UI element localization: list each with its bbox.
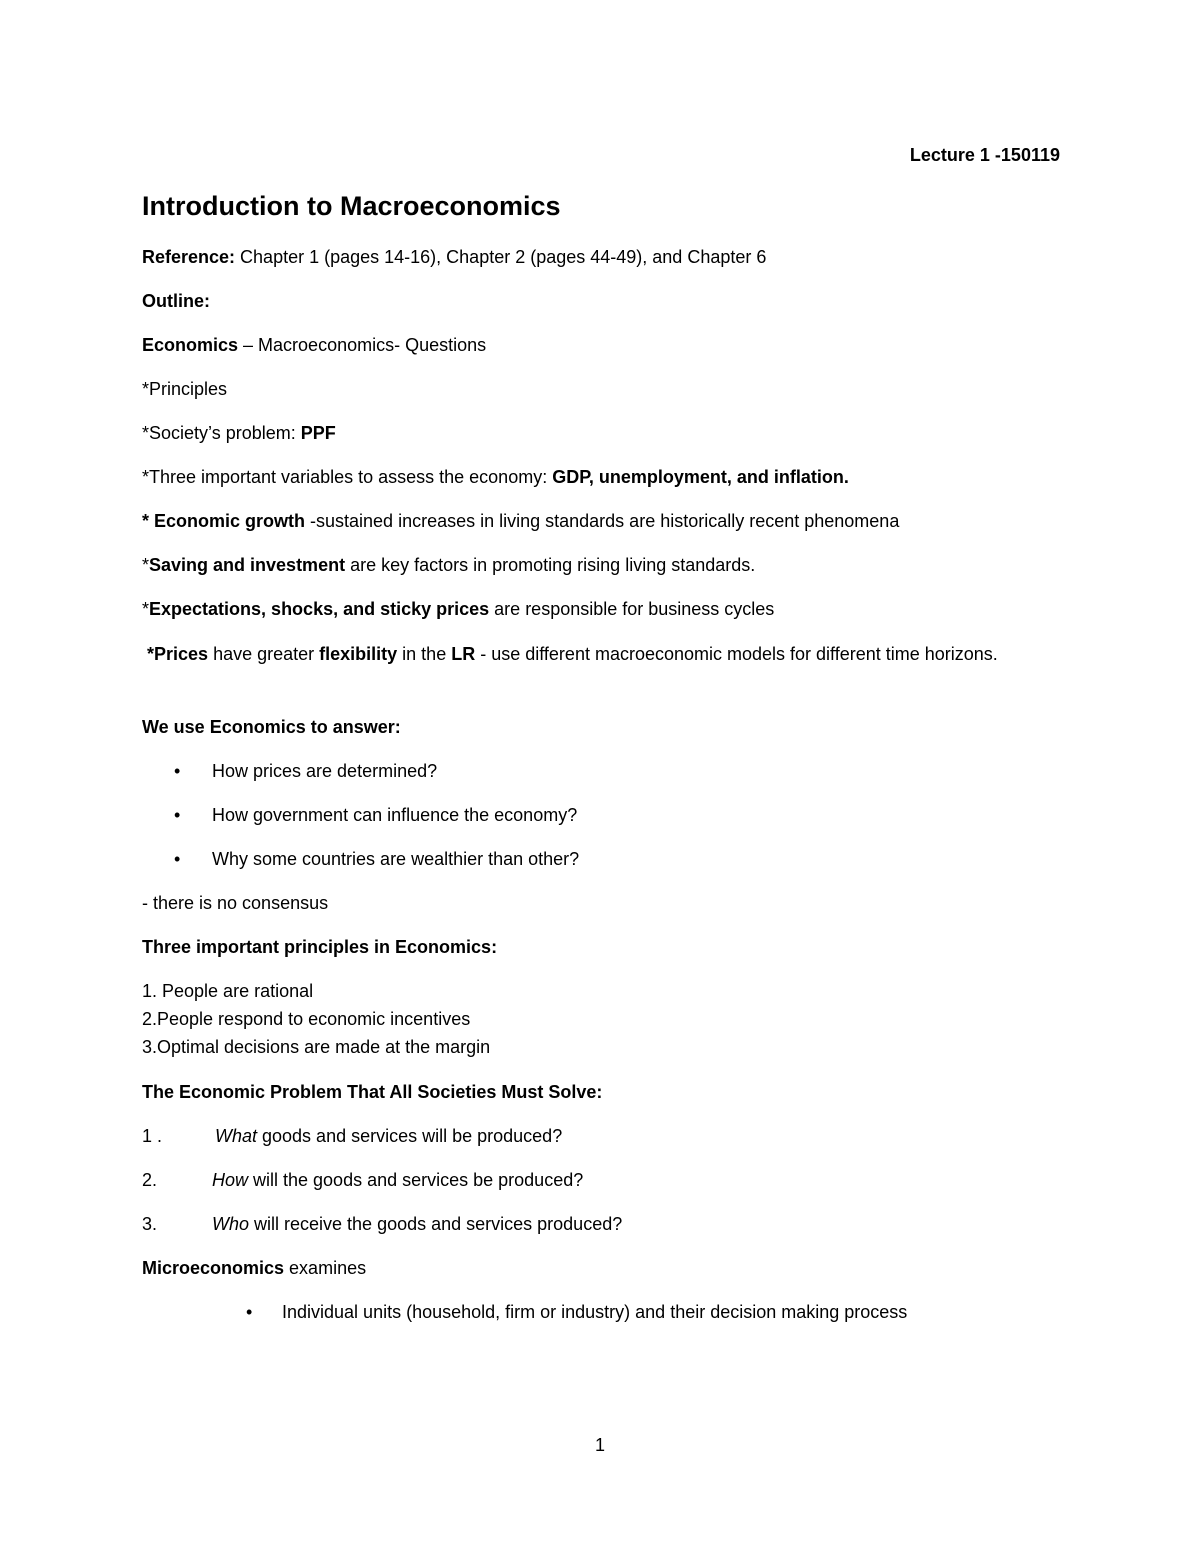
problem-text: goods and services will be produced? (257, 1126, 563, 1146)
list-item (215, 1123, 562, 1149)
principles-heading: Three important principles in Economics: (142, 937, 498, 957)
bullet-glyph: • (174, 805, 181, 825)
bullet-glyph: • (174, 849, 181, 869)
problem-text: will receive the goods and services produced? (249, 1214, 623, 1234)
list-item: 1. People are rational (142, 981, 314, 1001)
list-item (212, 1167, 583, 1193)
list-item: Individual units (household, firm or industry) and their decision making process (282, 1302, 908, 1322)
three-vars-text: *Three important variables to assess the economy: (142, 467, 553, 487)
society-text: *Society’s problem: (142, 423, 301, 443)
three-vars-bold: GDP, unemployment, and inflation. (552, 467, 849, 487)
prices-bold: *Prices (147, 644, 209, 664)
expect-bold: Expectations, shocks, and sticky prices (149, 599, 490, 619)
list-item: How government can influence the economy? (212, 805, 578, 825)
outline-expectations (142, 596, 774, 622)
outline-growth (142, 508, 899, 534)
list-number: 1 . (142, 1126, 163, 1146)
reference-line (142, 244, 766, 270)
outline-society (142, 420, 336, 446)
problem-word: What (215, 1126, 258, 1146)
saving-bold: Saving and investment (149, 555, 346, 575)
list-item: 2.People respond to economic incentives (142, 1009, 471, 1029)
outline-three-variables (142, 464, 849, 490)
answer-note: - there is no consensus (142, 893, 329, 913)
micro-heading (142, 1255, 366, 1281)
reference-label: Reference: (142, 247, 236, 267)
outline-saving (142, 552, 755, 578)
prices-text-2: in the (397, 644, 452, 664)
prices-text-3: - use different macroeconomic models for different time horizons. (475, 644, 998, 664)
expect-text: are responsible for business cycles (489, 599, 775, 619)
outline-prices (147, 640, 1007, 668)
list-item: 3.Optimal decisions are made at the margin (142, 1037, 491, 1057)
problem-word: How (212, 1170, 249, 1190)
bullet-glyph: • (174, 761, 181, 781)
bullet-glyph: • (246, 1302, 253, 1322)
problem-text: will the goods and services be produced? (248, 1170, 584, 1190)
answer-heading: We use Economics to answer: (142, 717, 401, 737)
saving-star: * (142, 555, 150, 575)
outline-heading: Outline: (142, 291, 210, 311)
economics-text: – Macroeconomics- Questions (238, 335, 487, 355)
saving-text: are key factors in promoting rising living standards. (345, 555, 756, 575)
growth-text: -sustained increases in living standards are historically recent phenomena (305, 511, 900, 531)
list-number: 3. (142, 1214, 158, 1234)
micro-text: examines (284, 1258, 367, 1278)
page-title: Introduction to Macroeconomics (142, 191, 561, 221)
page-number: 1 (594, 1435, 605, 1455)
reference-text: Chapter 1 (pages 14-16), Chapter 2 (pages 44-49), and Chapter 6 (235, 247, 767, 267)
economics-bold: Economics (142, 335, 239, 355)
outline-line-economics (142, 332, 486, 358)
problem-word: Who (212, 1214, 250, 1234)
society-bold: PPF (300, 423, 336, 443)
list-number: 2. (142, 1170, 158, 1190)
prices-text-1: have greater (208, 644, 320, 664)
list-item (212, 1211, 622, 1237)
list-item: Why some countries are wealthier than other? (212, 849, 580, 869)
list-item: How prices are determined? (212, 761, 438, 781)
flexibility-bold: flexibility (319, 644, 398, 664)
lr-bold: LR (451, 644, 476, 664)
micro-bold: Microeconomics (142, 1258, 285, 1278)
expect-star: * (142, 599, 150, 619)
outline-principles: *Principles (142, 379, 228, 399)
lecture-label: Lecture 1 -150119 (909, 145, 1060, 165)
growth-bold: * Economic growth (142, 511, 306, 531)
problem-heading: The Economic Problem That All Societies Must Solve: (142, 1082, 603, 1102)
